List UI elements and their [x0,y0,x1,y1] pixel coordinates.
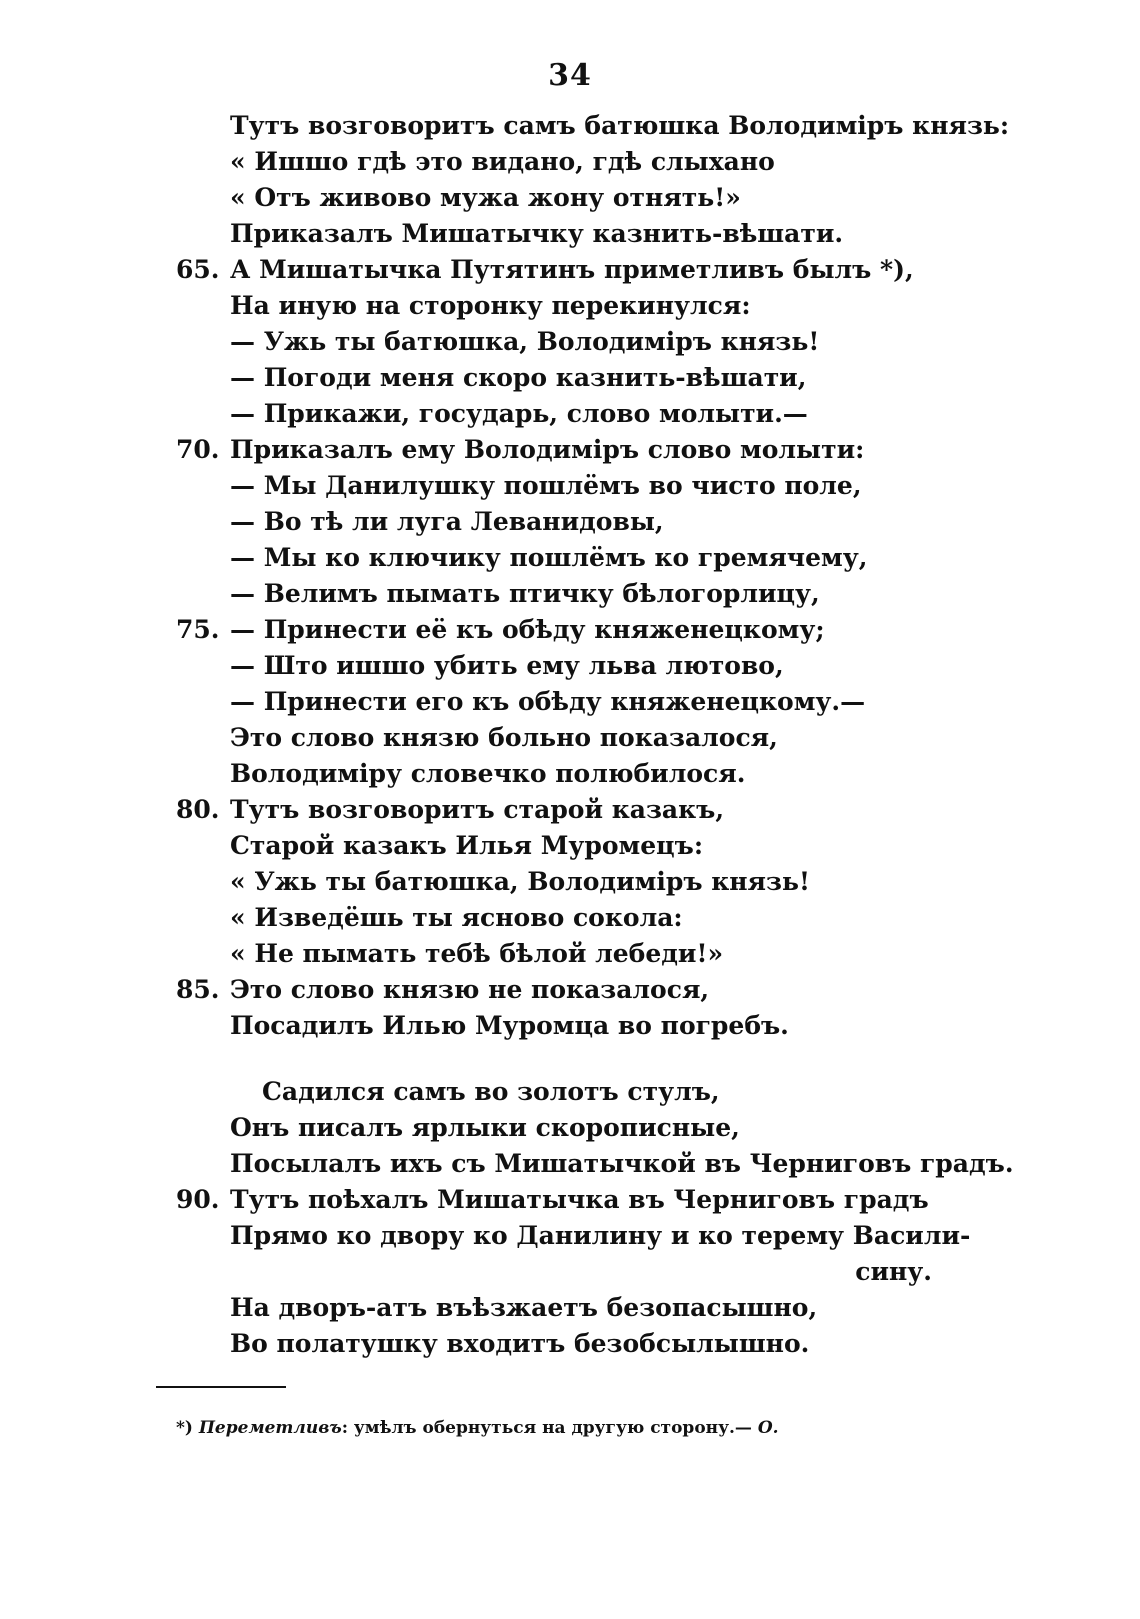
line-number: 90. [176,1185,220,1214]
verse-text: — Што ишшо убить ему льва лютово, [230,651,784,680]
footnote-term: Переметливъ [198,1418,342,1438]
verse-line [0,1008,1140,1044]
verse-line [0,864,1140,900]
verse-text: А Мишатычка Путятинъ приметливъ былъ *), [230,255,914,284]
verse-text: Тутъ поѣхалъ Мишатычка въ Черниговъ градъ [230,1185,929,1214]
footnote-sign: О. [757,1418,779,1438]
footnote-marker: *) [176,1418,193,1438]
verse-line [0,828,1140,864]
verse-text: — Принести его къ обѣду княженецкому.— [230,687,866,716]
verse-line [0,360,1140,396]
verse-text: — Мы ко ключику пошлёмъ ко гремячему, [230,543,868,572]
verse-text: « Ишшо гдѣ это видано, гдѣ слыхано [230,147,775,176]
verse-line [0,216,1140,252]
verse-text: Это слово князю больно показалося, [230,723,778,752]
verse-text: На дворъ-атъ въѣзжаетъ безопасышно, [230,1293,818,1322]
verse-line [0,432,1140,468]
verse-line [0,144,1140,180]
verse-line [0,972,1140,1008]
verse-line [0,1182,1140,1218]
verse-text: сину. [855,1257,932,1286]
verse-text: — Принести её къ обѣду княженецкому; [230,615,825,644]
verse-text: Прямо ко двору ко Данилину и ко терему Васили- [230,1221,971,1250]
verse-text: « Ужь ты батюшка, Володиміръ князь! [230,867,810,896]
verse-line [0,1146,1140,1182]
verse-line [0,1110,1140,1146]
verse-text: « Не пымать тебѣ бѣлой лебеди!» [230,939,724,968]
verse-line [0,684,1140,720]
verse-line [0,540,1140,576]
verse-line [0,288,1140,324]
verse-line [0,936,1140,972]
verse-text: Тутъ возговоритъ самъ батюшка Володиміръ князь: [230,111,1010,140]
verse-text: Володиміру словечко полюбилося. [230,759,746,788]
verse-line [0,612,1140,648]
verse-line [0,720,1140,756]
verse-line [0,648,1140,684]
verse-line [0,792,1140,828]
verse-line [0,504,1140,540]
verse-text: Старой казакъ Илья Муромецъ: [230,831,704,860]
poem [0,108,1140,1362]
verse-line [0,1326,1140,1362]
verse-line [0,324,1140,360]
line-number: 70. [176,435,220,464]
verse-text: « Отъ живово мужа жону отнять!» [230,183,741,212]
verse-text: « Изведёшь ты ясново сокола: [230,903,683,932]
verse-text: Садился самъ во золотъ стулъ, [262,1077,720,1106]
verse-line [0,900,1140,936]
verse-line [0,180,1140,216]
verse-line [0,1074,1140,1110]
verse-text: Это слово князю не показалося, [230,975,710,1004]
footnote-rule [156,1386,286,1388]
verse-line [0,576,1140,612]
verse-text: — Велимъ пымать птичку бѣлогорлицу, [230,579,820,608]
verse-text: — Погоди меня скоро казнить-вѣшати, [230,363,807,392]
verse-text: Посылалъ ихъ съ Мишатычкой въ Черниговъ градъ. [230,1149,1014,1178]
line-number: 65. [176,255,220,284]
verse-text: Тутъ возговоритъ старой казакъ, [230,795,725,824]
verse-text: — Мы Данилушку пошлёмъ во чисто поле, [230,471,862,500]
footnote-text: : умѣлъ обернуться на другую сторону.— [341,1418,752,1438]
verse-line [0,468,1140,504]
verse-line [0,396,1140,432]
verse-text: — Прикажи, государь, слово молыти.— [230,399,808,428]
line-number: 85. [176,975,220,1004]
verse-text: — Во тѣ ли луга Леванидовы, [230,507,664,536]
verse-line [0,1218,1140,1254]
page-number: 34 [548,58,592,93]
stanza-gap [0,1044,1140,1074]
verse-text: Посадилъ Илью Муромца во погребъ. [230,1011,789,1040]
verse-text: Приказалъ ему Володиміръ слово молыти: [230,435,865,464]
verse-text: На иную на сторонку перекинулся: [230,291,751,320]
verse-line [0,252,1140,288]
verse-line-continuation [0,1254,1140,1290]
verse-text: Онъ писалъ ярлыки скорописные, [230,1113,740,1142]
verse-text: — Ужь ты батюшка, Володиміръ князь! [230,327,820,356]
line-number: 80. [176,795,220,824]
line-number: 75. [176,615,220,644]
footnote [176,1418,779,1438]
verse-text: Приказалъ Мишатычку казнить-вѣшати. [230,219,844,248]
verse-text: Во полатушку входитъ безобсылышно. [230,1329,810,1358]
verse-line [0,108,1140,144]
verse-line [0,756,1140,792]
verse-line [0,1290,1140,1326]
